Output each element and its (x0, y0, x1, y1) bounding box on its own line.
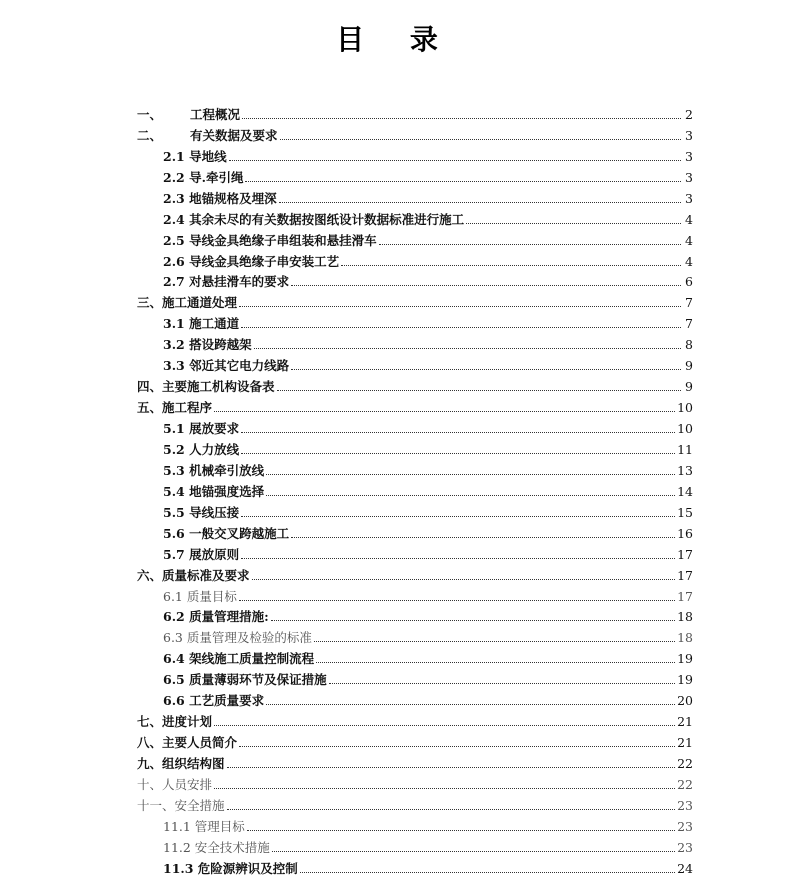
toc-page-number: 14 (677, 483, 693, 499)
toc-page-number: 19 (677, 672, 693, 688)
toc-entry[interactable] (137, 352, 693, 373)
toc-entry[interactable] (137, 248, 693, 269)
dot-leader (329, 682, 675, 684)
toc-entry-label: 十一、安全措施 (137, 797, 225, 813)
toc-page-number: 10 (677, 400, 693, 416)
dot-leader (272, 850, 675, 852)
toc-page-number: 8 (685, 337, 693, 353)
toc-entry[interactable] (137, 792, 693, 813)
toc-entry[interactable] (137, 750, 693, 771)
toc-page-number: 3 (685, 169, 693, 185)
dot-leader (239, 745, 675, 747)
dot-leader (266, 494, 675, 496)
dot-leader (214, 410, 675, 412)
toc-page-number: 24 (677, 860, 693, 876)
toc-page-number: 7 (685, 295, 693, 311)
dot-leader (239, 599, 675, 601)
dot-leader (241, 515, 675, 517)
toc-entry[interactable] (137, 729, 693, 750)
toc-page-number: 15 (677, 504, 693, 520)
toc-page-number: 23 (677, 797, 693, 813)
toc-entry-title: 有关数据及要求 (190, 127, 278, 143)
toc-entry[interactable] (137, 206, 693, 227)
toc-entry-label: 6.3 质量管理及检验的标准 (163, 630, 312, 646)
toc-page-number: 21 (677, 714, 693, 730)
toc-entry[interactable] (137, 185, 693, 206)
toc-entry-label: 六、质量标准及要求 (137, 567, 250, 583)
toc-entry[interactable] (137, 143, 693, 164)
toc-entry-label: 十、人员安排 (137, 776, 213, 792)
toc-entry[interactable] (137, 101, 693, 122)
toc-page-number: 17 (677, 567, 693, 583)
toc-page-number: 22 (677, 776, 693, 792)
toc-page-number: 2 (685, 106, 693, 122)
toc-entry-label: 11.1 管理目标 (163, 818, 245, 834)
toc-entry-label: 2.7 对悬挂滑车的要求 (163, 274, 290, 290)
toc-page-number: 6 (685, 274, 693, 290)
table-of-contents (137, 101, 693, 876)
toc-entry-label: 九、组织结构图 (137, 756, 225, 771)
toc-entry-label: 6.4 架线施工质量控制流程 (163, 651, 315, 667)
toc-entry[interactable] (137, 687, 693, 708)
toc-entry[interactable] (137, 289, 693, 310)
toc-entry[interactable] (137, 478, 693, 499)
dot-leader (379, 243, 681, 245)
toc-entry-label: 5.2 人力放线 (163, 441, 240, 457)
dot-leader (245, 180, 681, 182)
toc-entry[interactable] (137, 583, 693, 604)
toc-entry[interactable] (137, 457, 693, 478)
toc-entry-label: 11.3 危险源辨识及控制 (163, 860, 298, 876)
toc-entry-label: 3.3 邻近其它电力线路 (163, 358, 290, 374)
dot-leader (314, 640, 675, 642)
toc-entry[interactable] (137, 164, 693, 185)
dot-leader (254, 347, 681, 349)
toc-page-number: 7 (685, 316, 693, 332)
toc-entry-label: 3.1 施工通道 (163, 316, 240, 332)
toc-entry-label: 6.1 质量目标 (163, 588, 237, 604)
toc-entry-title: 工程概况 (190, 106, 241, 122)
toc-entry-label: 四、主要施工机构设备表 (137, 379, 275, 395)
dot-leader (252, 578, 676, 580)
toc-page-number: 23 (677, 839, 693, 855)
toc-page-number: 22 (677, 756, 693, 771)
dot-leader (242, 117, 681, 119)
toc-entry-label: 二、 有关数据及要求 (137, 127, 278, 143)
dot-leader (227, 766, 676, 768)
dot-leader (241, 452, 675, 454)
toc-entry-label: 一、 工程概况 (137, 106, 241, 122)
dot-leader (291, 536, 675, 538)
dot-leader (466, 222, 681, 224)
toc-entry[interactable] (137, 331, 693, 352)
toc-page-number: 4 (685, 253, 693, 269)
dot-leader (300, 871, 675, 873)
toc-entry-label: 2.2 导.牵引绳 (163, 169, 244, 185)
dot-leader (214, 724, 675, 726)
toc-page-number: 21 (677, 735, 693, 751)
toc-page-number: 9 (685, 358, 693, 374)
toc-entry[interactable] (137, 541, 693, 562)
toc-entry-label: 11.2 安全技术措施 (163, 839, 270, 855)
dot-leader (241, 431, 675, 433)
toc-page-number: 13 (677, 462, 693, 478)
toc-entry[interactable] (137, 604, 693, 625)
toc-entry-label: 5.5 导线压接 (163, 504, 240, 520)
toc-page-number: 23 (677, 818, 693, 834)
dot-leader (271, 619, 675, 621)
toc-entry[interactable] (137, 373, 693, 394)
toc-page-number: 10 (677, 421, 693, 436)
toc-entry-label: 2.6 导线金具绝缘子串安装工艺 (163, 253, 340, 269)
dot-leader (227, 808, 676, 810)
toc-entry[interactable] (137, 813, 693, 834)
toc-entry[interactable] (137, 227, 693, 248)
toc-page-number: 16 (677, 525, 693, 541)
dot-leader (241, 326, 681, 328)
dot-leader (316, 661, 675, 663)
toc-entry-label: 6.6 工艺质量要求 (163, 693, 265, 709)
toc-entry-label: 5.3 机械牵引放线 (163, 462, 265, 478)
toc-entry-label: 6.2 质量管理措施: (163, 609, 269, 625)
toc-entry[interactable] (137, 394, 693, 415)
dot-leader (291, 368, 681, 370)
toc-entry-label: 七、进度计划 (137, 714, 213, 730)
toc-page-number: 19 (677, 651, 693, 667)
dot-leader (277, 389, 681, 391)
toc-page-number: 3 (685, 127, 693, 143)
toc-page-number: 3 (685, 148, 693, 164)
toc-page-number: 4 (685, 232, 693, 248)
dot-leader (239, 305, 681, 307)
toc-entry[interactable] (137, 415, 693, 436)
toc-entry[interactable] (137, 520, 693, 541)
toc-entry-label: 2.1 导地线 (163, 148, 227, 164)
toc-entry[interactable] (137, 269, 693, 290)
toc-page-number: 18 (677, 609, 693, 625)
toc-entry-label: 2.3 地锚规格及埋深 (163, 190, 277, 206)
toc-entry-label: 5.4 地锚强度选择 (163, 483, 265, 499)
dot-leader (279, 201, 681, 203)
toc-entry[interactable] (137, 645, 693, 666)
toc-entry[interactable] (137, 499, 693, 520)
toc-entry[interactable] (137, 122, 693, 143)
toc-entry-label: 五、施工程序 (137, 400, 213, 416)
toc-page-number: 20 (677, 693, 693, 709)
toc-entry[interactable] (137, 771, 693, 792)
toc-page-number: 11 (677, 441, 693, 457)
dot-leader (214, 787, 675, 789)
toc-entry[interactable] (137, 666, 693, 687)
toc-entry-label: 5.7 展放原则 (163, 546, 240, 562)
toc-entry[interactable] (137, 855, 693, 876)
toc-entry[interactable] (137, 436, 693, 457)
toc-page-number: 4 (685, 211, 693, 227)
dot-leader (229, 159, 681, 161)
toc-entry[interactable] (137, 310, 693, 331)
toc-page-number: 9 (685, 379, 693, 395)
dot-leader (247, 829, 675, 831)
dot-leader (280, 138, 681, 140)
toc-entry[interactable] (137, 834, 693, 855)
toc-entry[interactable] (137, 708, 693, 729)
toc-entry-label: 2.4 其余未尽的有关数据按图纸设计数据标准进行施工 (163, 211, 465, 227)
toc-entry[interactable] (137, 562, 693, 583)
dot-leader (266, 703, 675, 705)
toc-entry[interactable] (137, 624, 693, 645)
toc-page-number: 17 (677, 588, 693, 604)
toc-page-number: 18 (677, 630, 693, 646)
dot-leader (291, 284, 681, 286)
toc-entry-label: 6.5 质量薄弱环节及保证措施 (163, 672, 327, 688)
toc-entry-label: 5.1 展放要求 (163, 421, 240, 436)
dot-leader (341, 264, 681, 266)
page-title: 目 录 (336, 23, 456, 56)
toc-entry-label: 2.5 导线金具绝缘子串组装和悬挂滑车 (163, 232, 377, 248)
dot-leader (266, 473, 675, 475)
toc-entry-label: 八、主要人员简介 (137, 735, 238, 751)
toc-entry-label: 5.6 一般交叉跨越施工 (163, 525, 290, 541)
toc-entry-label: 3.2 搭设跨越架 (163, 337, 252, 353)
toc-page-number: 3 (685, 190, 693, 206)
toc-entry-label: 三、施工通道处理 (137, 295, 238, 311)
dot-leader (241, 557, 675, 559)
toc-page-number: 17 (677, 546, 693, 562)
